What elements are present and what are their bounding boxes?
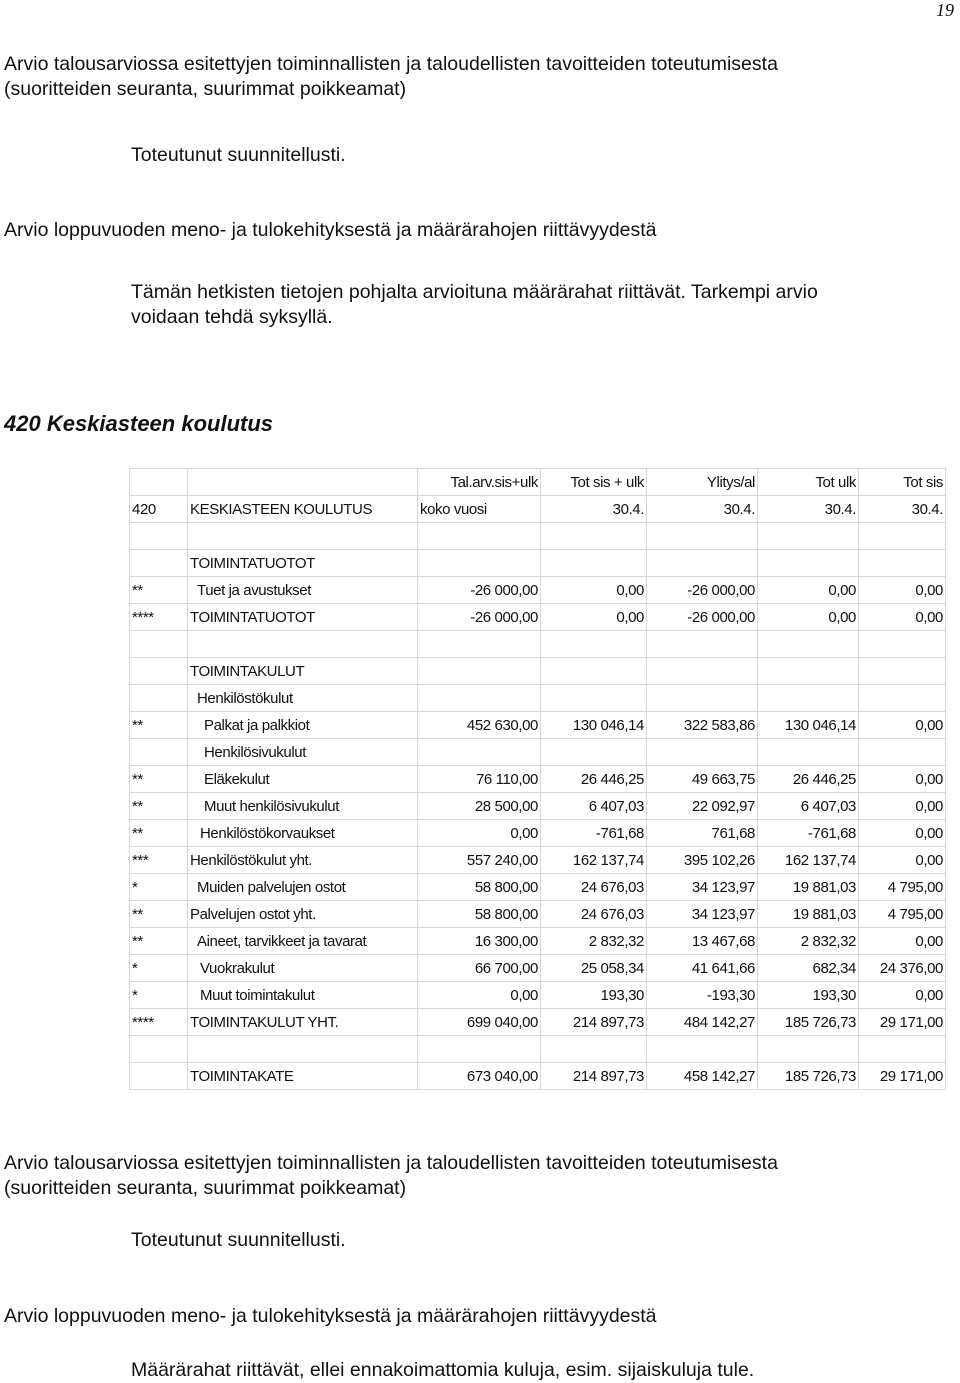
variance-cell: 484 142,27 [647, 1009, 758, 1036]
variance-cell: 34 123,97 [647, 901, 758, 928]
label-cell: Muut henkilösivukulut [188, 793, 418, 820]
table-row [130, 1009, 946, 1036]
assessment-heading-bottom-line1: Arvio talousarviossa esitettyjen toiminnallisten ja taloudellisten tavoitteiden toteutumisesta [4, 1152, 778, 1174]
header-actual-total-cell: 30.4. [541, 496, 647, 523]
actual-external-cell: 185 726,73 [758, 1009, 859, 1036]
actual-total-cell: 24 676,03 [541, 874, 647, 901]
level-cell: * [130, 982, 188, 1009]
header-budget-cell: Tal.arv.sis+ulk [418, 469, 541, 496]
table-row [130, 766, 946, 793]
label-cell: TOIMINTAKULUT YHT. [188, 1009, 418, 1036]
actual-total-cell [541, 631, 647, 658]
budget-cell: -26 000,00 [418, 604, 541, 631]
variance-cell: 22 092,97 [647, 793, 758, 820]
budget-cell: 699 040,00 [418, 1009, 541, 1036]
label-cell: Palvelujen ostot yht. [188, 901, 418, 928]
table-header-row [130, 496, 946, 523]
actual-internal-cell [859, 550, 946, 577]
budget-cell: 16 300,00 [418, 928, 541, 955]
label-cell [188, 523, 418, 550]
budget-cell: 58 800,00 [418, 901, 541, 928]
actual-internal-cell: 0,00 [859, 982, 946, 1009]
table-row [130, 793, 946, 820]
actual-total-cell: 6 407,03 [541, 793, 647, 820]
actual-external-cell: 193,30 [758, 982, 859, 1009]
actual-external-cell: -761,68 [758, 820, 859, 847]
actual-internal-cell: 0,00 [859, 604, 946, 631]
budget-cell: 0,00 [418, 820, 541, 847]
actual-total-cell [541, 1036, 647, 1063]
table-row [130, 1063, 946, 1090]
level-cell [130, 1063, 188, 1090]
variance-cell: 13 467,68 [647, 928, 758, 955]
budget-cell [418, 739, 541, 766]
level-cell: ** [130, 577, 188, 604]
budget-cell: 58 800,00 [418, 874, 541, 901]
label-cell: TOIMINTAKATE [188, 1063, 418, 1090]
actual-internal-cell [859, 658, 946, 685]
actual-internal-cell [859, 1036, 946, 1063]
budget-table [129, 468, 946, 1090]
label-cell: Vuokrakulut [188, 955, 418, 982]
budget-cell: 673 040,00 [418, 1063, 541, 1090]
header-level-cell [130, 469, 188, 496]
variance-cell [647, 658, 758, 685]
assessment-heading-top [4, 52, 954, 102]
level-cell: ** [130, 820, 188, 847]
actual-external-cell [758, 739, 859, 766]
label-cell: Muut toimintakulut [188, 982, 418, 1009]
section-title: 420 Keskiasteen koulutus [4, 411, 274, 436]
forecast-heading-top: Arvio loppuvuoden meno- ja tulokehityksestä ja määrärahojen riittävyydestä [4, 219, 657, 241]
budget-cell: -26 000,00 [418, 577, 541, 604]
assessment-text-top: Toteutunut suunnitellusti. [131, 144, 346, 166]
assessment-heading-bottom [4, 1151, 954, 1201]
actual-total-cell: 214 897,73 [541, 1009, 647, 1036]
actual-internal-cell: 0,00 [859, 712, 946, 739]
page-number: 19 [936, 0, 954, 20]
header-budget-cell: koko vuosi [418, 496, 541, 523]
budget-cell: 557 240,00 [418, 847, 541, 874]
variance-cell: -26 000,00 [647, 604, 758, 631]
forecast-text-bottom: Määrärahat riittävät, ellei ennakoimattomia kuluja, esim. sijaiskuluja tule. [131, 1359, 755, 1381]
variance-cell: 761,68 [647, 820, 758, 847]
budget-cell [418, 523, 541, 550]
actual-external-cell [758, 550, 859, 577]
actual-internal-cell: 29 171,00 [859, 1009, 946, 1036]
variance-cell [647, 685, 758, 712]
level-cell: ** [130, 928, 188, 955]
actual-total-cell: -761,68 [541, 820, 647, 847]
actual-external-cell: 0,00 [758, 604, 859, 631]
variance-cell: 322 583,86 [647, 712, 758, 739]
table-header-row [130, 469, 946, 496]
label-cell: Henkilösivukulut [188, 739, 418, 766]
assessment-text-bottom: Toteutunut suunnitellusti. [131, 1229, 346, 1251]
header-actual-internal-cell: Tot sis [859, 469, 946, 496]
level-cell: * [130, 874, 188, 901]
label-cell: Henkilöstökulut yht. [188, 847, 418, 874]
actual-total-cell [541, 658, 647, 685]
level-cell [130, 685, 188, 712]
variance-cell: 49 663,75 [647, 766, 758, 793]
label-cell: Muiden palvelujen ostot [188, 874, 418, 901]
level-cell [130, 1036, 188, 1063]
forecast-text-line1: Tämän hetkisten tietojen pohjalta arvioituna määrärahat riittävät. Tarkempi arvio [131, 281, 818, 303]
label-cell [188, 631, 418, 658]
label-cell: Henkilöstökulut [188, 685, 418, 712]
budget-cell [418, 658, 541, 685]
header-variance-cell: 30.4. [647, 496, 758, 523]
table-row [130, 739, 946, 766]
actual-external-cell [758, 631, 859, 658]
actual-external-cell [758, 1036, 859, 1063]
label-cell: Henkilöstökorvaukset [188, 820, 418, 847]
actual-external-cell: 2 832,32 [758, 928, 859, 955]
assessment-heading-line2: (suoritteiden seuranta, suurimmat poikkeamat) [4, 78, 407, 100]
actual-total-cell [541, 685, 647, 712]
header-label-cell [188, 469, 418, 496]
level-cell: ** [130, 712, 188, 739]
level-cell: **** [130, 1009, 188, 1036]
actual-internal-cell: 24 376,00 [859, 955, 946, 982]
level-cell [130, 523, 188, 550]
table-row [130, 820, 946, 847]
actual-total-cell [541, 523, 647, 550]
actual-internal-cell [859, 685, 946, 712]
budget-cell: 28 500,00 [418, 793, 541, 820]
level-cell: ** [130, 766, 188, 793]
actual-total-cell: 2 832,32 [541, 928, 647, 955]
level-cell: ** [130, 793, 188, 820]
budget-cell [418, 631, 541, 658]
level-cell [130, 631, 188, 658]
budget-cell: 452 630,00 [418, 712, 541, 739]
level-cell [130, 739, 188, 766]
level-cell: **** [130, 604, 188, 631]
budget-cell [418, 685, 541, 712]
assessment-heading-bottom-line2: (suoritteiden seuranta, suurimmat poikkeamat) [4, 1177, 407, 1199]
table-row [130, 550, 946, 577]
table-row [130, 631, 946, 658]
level-cell: * [130, 955, 188, 982]
budget-cell [418, 1036, 541, 1063]
actual-total-cell: 24 676,03 [541, 901, 647, 928]
forecast-text-top [131, 280, 931, 330]
variance-cell: -26 000,00 [647, 577, 758, 604]
actual-total-cell: 214 897,73 [541, 1063, 647, 1090]
actual-external-cell [758, 523, 859, 550]
header-actual-external-cell: 30.4. [758, 496, 859, 523]
actual-internal-cell: 0,00 [859, 766, 946, 793]
table-row [130, 1036, 946, 1063]
actual-total-cell: 26 446,25 [541, 766, 647, 793]
actual-external-cell: 6 407,03 [758, 793, 859, 820]
actual-external-cell: 0,00 [758, 577, 859, 604]
actual-internal-cell: 0,00 [859, 577, 946, 604]
actual-internal-cell [859, 631, 946, 658]
actual-external-cell [758, 685, 859, 712]
actual-total-cell: 25 058,34 [541, 955, 647, 982]
table-row [130, 577, 946, 604]
table-row [130, 523, 946, 550]
level-cell: ** [130, 901, 188, 928]
actual-internal-cell: 0,00 [859, 793, 946, 820]
label-cell: Palkat ja palkkiot [188, 712, 418, 739]
budget-cell: 66 700,00 [418, 955, 541, 982]
assessment-heading-line1: Arvio talousarviossa esitettyjen toiminnallisten ja taloudellisten tavoitteiden toteutumisesta [4, 53, 778, 75]
variance-cell [647, 523, 758, 550]
actual-external-cell: 26 446,25 [758, 766, 859, 793]
table-row [130, 874, 946, 901]
label-cell: Eläkekulut [188, 766, 418, 793]
label-cell: Aineet, tarvikkeet ja tavarat [188, 928, 418, 955]
variance-cell: 395 102,26 [647, 847, 758, 874]
table-row [130, 928, 946, 955]
actual-total-cell: 130 046,14 [541, 712, 647, 739]
table-row [130, 712, 946, 739]
budget-cell: 76 110,00 [418, 766, 541, 793]
actual-total-cell: 193,30 [541, 982, 647, 1009]
label-cell: Tuet ja avustukset [188, 577, 418, 604]
table-row [130, 982, 946, 1009]
actual-external-cell: 130 046,14 [758, 712, 859, 739]
header-actual-internal-cell: 30.4. [859, 496, 946, 523]
table-row [130, 658, 946, 685]
level-cell: *** [130, 847, 188, 874]
forecast-text-line2: voidaan tehdä syksyllä. [131, 306, 333, 328]
budget-cell [418, 550, 541, 577]
table-row [130, 604, 946, 631]
actual-external-cell: 19 881,03 [758, 874, 859, 901]
actual-internal-cell: 29 171,00 [859, 1063, 946, 1090]
header-label-cell: KESKIASTEEN KOULUTUS [188, 496, 418, 523]
variance-cell: 458 142,27 [647, 1063, 758, 1090]
actual-external-cell: 19 881,03 [758, 901, 859, 928]
actual-external-cell: 682,34 [758, 955, 859, 982]
actual-total-cell: 0,00 [541, 577, 647, 604]
variance-cell [647, 550, 758, 577]
table-row [130, 847, 946, 874]
variance-cell [647, 739, 758, 766]
actual-total-cell: 162 137,74 [541, 847, 647, 874]
header-actual-external-cell: Tot ulk [758, 469, 859, 496]
table-row [130, 685, 946, 712]
actual-internal-cell: 4 795,00 [859, 874, 946, 901]
actual-internal-cell: 0,00 [859, 928, 946, 955]
level-cell [130, 550, 188, 577]
header-actual-total-cell: Tot sis + ulk [541, 469, 647, 496]
variance-cell [647, 1036, 758, 1063]
variance-cell: -193,30 [647, 982, 758, 1009]
variance-cell: 41 641,66 [647, 955, 758, 982]
budget-cell: 0,00 [418, 982, 541, 1009]
actual-total-cell [541, 739, 647, 766]
actual-internal-cell: 0,00 [859, 847, 946, 874]
actual-internal-cell: 4 795,00 [859, 901, 946, 928]
level-cell [130, 658, 188, 685]
actual-internal-cell: 0,00 [859, 820, 946, 847]
header-level-cell: 420 [130, 496, 188, 523]
actual-internal-cell [859, 739, 946, 766]
actual-total-cell [541, 550, 647, 577]
actual-external-cell [758, 658, 859, 685]
forecast-heading-bottom: Arvio loppuvuoden meno- ja tulokehityksestä ja määrärahojen riittävyydestä [4, 1305, 657, 1327]
table-row [130, 901, 946, 928]
variance-cell: 34 123,97 [647, 874, 758, 901]
header-variance-cell: Ylitys/al [647, 469, 758, 496]
actual-internal-cell [859, 523, 946, 550]
actual-external-cell: 162 137,74 [758, 847, 859, 874]
label-cell: TOIMINTAKULUT [188, 658, 418, 685]
label-cell: TOIMINTATUOTOT [188, 550, 418, 577]
variance-cell [647, 631, 758, 658]
table-row [130, 955, 946, 982]
actual-external-cell: 185 726,73 [758, 1063, 859, 1090]
label-cell [188, 1036, 418, 1063]
label-cell: TOIMINTATUOTOT [188, 604, 418, 631]
actual-total-cell: 0,00 [541, 604, 647, 631]
